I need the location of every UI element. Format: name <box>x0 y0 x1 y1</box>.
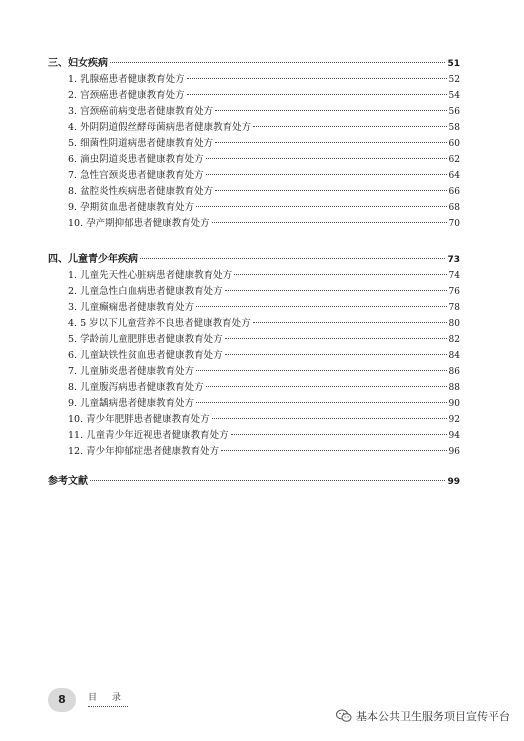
entry-page: 56 <box>448 107 460 117</box>
entry-page: 96 <box>448 447 460 457</box>
leader-dots <box>196 198 446 207</box>
entry-label: 10. 青少年肥胖患者健康教育处方 <box>68 414 210 425</box>
entry-label: 4. 外阴阴道假丝酵母菌病患者健康教育处方 <box>68 122 252 133</box>
leader-dots <box>196 394 446 403</box>
entry-label: 12. 青少年抑郁症患者健康教育处方 <box>68 446 220 457</box>
entry-label: 11. 儿童青少年近视患者健康教育处方 <box>68 430 229 441</box>
entry-label: 2. 宫颈癌患者健康教育处方 <box>68 90 185 101</box>
entry-page: 62 <box>448 155 460 165</box>
entry-page: 92 <box>448 415 460 425</box>
entry-label: 3. 宫颈癌前病变患者健康教育处方 <box>68 106 214 117</box>
entry-label: 9. 孕期贫血患者健康教育处方 <box>68 202 195 213</box>
leader-dots <box>206 166 447 175</box>
entry-label: 5. 学龄前儿童肥胖患者健康教育处方 <box>68 334 223 345</box>
leader-dots <box>212 410 447 419</box>
leader-dots <box>90 472 445 481</box>
watermark <box>336 708 510 724</box>
entry-page: 94 <box>448 431 460 441</box>
leader-dots <box>215 134 446 143</box>
footer-label: 目 录 <box>88 693 127 703</box>
toc-entry[interactable] <box>48 444 460 460</box>
leader-dots <box>196 362 446 371</box>
entry-label: 7. 儿童肺炎患者健康教育处方 <box>68 366 195 377</box>
section-page: 51 <box>447 59 460 69</box>
entry-label: 2. 儿童急性白血病患者健康教育处方 <box>68 286 223 297</box>
leader-dots <box>212 214 447 223</box>
section-page: 73 <box>447 255 460 265</box>
entry-page: 86 <box>448 367 460 377</box>
leader-dots <box>187 86 447 95</box>
entry-page: 78 <box>448 303 460 313</box>
section-spacer <box>48 232 460 252</box>
references-page: 99 <box>447 477 460 487</box>
entry-label: 9. 儿童龋病患者健康教育处方 <box>68 398 195 409</box>
leader-dots <box>110 54 445 63</box>
leader-dots <box>253 118 446 127</box>
leader-dots <box>140 250 445 259</box>
leader-dots <box>215 182 446 191</box>
entry-page: 74 <box>448 271 460 281</box>
entry-page: 82 <box>448 335 460 345</box>
entry-label: 8. 儿童腹泻病患者健康教育处方 <box>68 382 204 393</box>
leader-dots <box>215 102 446 111</box>
entry-label: 1. 乳腺癌患者健康教育处方 <box>68 74 185 85</box>
entry-page: 68 <box>448 203 460 213</box>
watermark-text: 基本公共卫生服务项目宣传平台 <box>356 710 510 723</box>
entry-label: 4. 5 岁以下儿童营养不良患者健康教育处方 <box>68 318 251 329</box>
entry-label: 6. 滴虫阴道炎患者健康教育处方 <box>68 154 204 165</box>
section-title: 四、儿童青少年疾病 <box>48 254 138 265</box>
entry-label: 5. 细菌性阴道病患者健康教育处方 <box>68 138 214 149</box>
entry-page: 64 <box>448 171 460 181</box>
leader-dots <box>234 266 446 275</box>
leader-dots <box>221 442 446 451</box>
references-title: 参考文献 <box>48 476 88 487</box>
leader-dots <box>225 282 447 291</box>
entry-label: 7. 急性宫颈炎患者健康教育处方 <box>68 170 204 181</box>
entry-page: 88 <box>448 383 460 393</box>
page-number-badge: 8 <box>48 688 76 712</box>
entry-page: 76 <box>448 287 460 297</box>
leader-dots <box>225 330 447 339</box>
entry-page: 52 <box>448 75 460 85</box>
leader-dots <box>196 298 446 307</box>
entry-page: 70 <box>448 219 460 229</box>
entry-page: 66 <box>448 187 460 197</box>
entry-page: 84 <box>448 351 460 361</box>
toc-references[interactable] <box>48 474 460 490</box>
entry-label: 8. 盆腔炎性疾病患者健康教育处方 <box>68 186 214 197</box>
leader-dots <box>206 150 447 159</box>
section-title: 三、妇女疾病 <box>48 58 108 69</box>
entry-label: 10. 孕产期抑郁患者健康教育处方 <box>68 218 210 229</box>
entry-label: 3. 儿童癫痫患者健康教育处方 <box>68 302 195 313</box>
toc-entry[interactable] <box>48 216 460 232</box>
entry-page: 90 <box>448 399 460 409</box>
entry-page: 54 <box>448 91 460 101</box>
entry-page: 60 <box>448 139 460 149</box>
table-of-contents <box>48 56 460 490</box>
leader-dots <box>206 378 447 387</box>
leader-dots <box>225 346 447 355</box>
footer-rule <box>88 706 128 707</box>
leader-dots <box>187 70 447 79</box>
entry-label: 1. 儿童先天性心脏病患者健康教育处方 <box>68 270 233 281</box>
wechat-icon <box>336 709 352 723</box>
entry-page: 58 <box>448 123 460 133</box>
leader-dots <box>253 314 447 323</box>
entry-page: 80 <box>448 319 460 329</box>
leader-dots <box>231 426 447 435</box>
entry-label: 6. 儿童缺铁性贫血患者健康教育处方 <box>68 350 223 361</box>
